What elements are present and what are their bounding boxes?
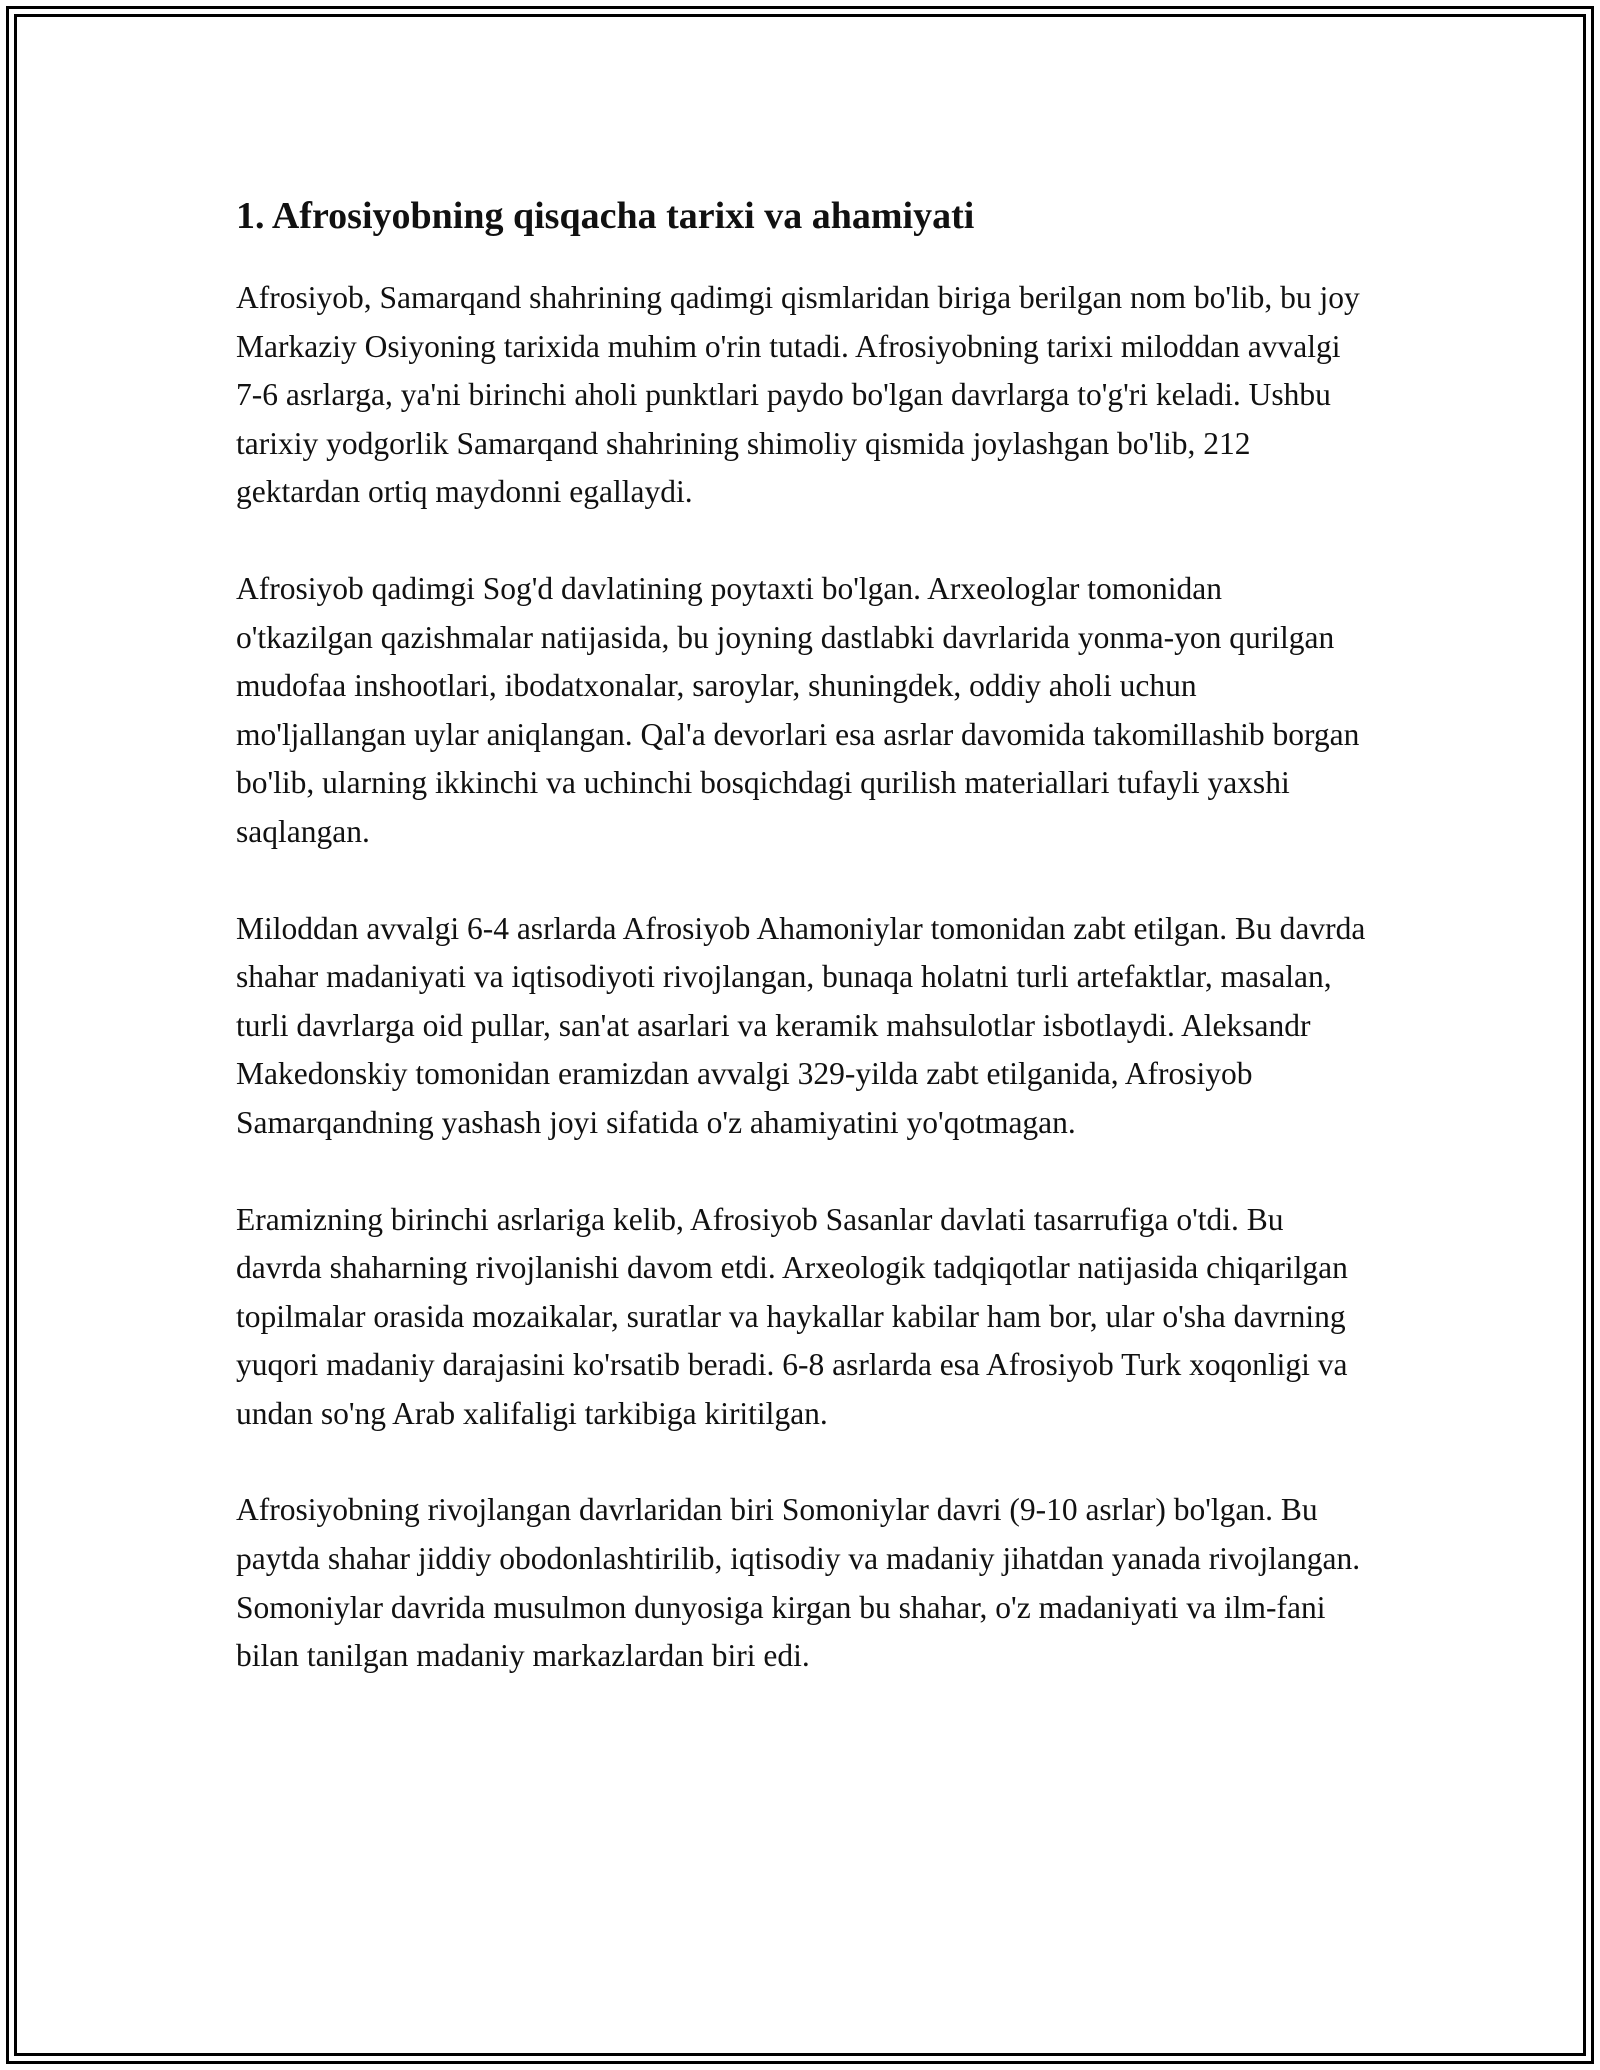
document-body bbox=[236, 180, 1366, 1729]
paragraph-5: Afrosiyobning rivojlangan davrlaridan biri Somoniylar davri (9-10 asrlar) bo'lgan. Bu paytda shahar jiddiy obodonlashtirilib, iqtisodiy va madaniy jihatdan yanada rivojlangan. Somoniylar davrida musulmon dunyosiga kirgan bu shahar, o'z madaniyati va ilm-fani bilan tanilgan madaniy markazlardan biri edi. bbox=[236, 1492, 1361, 1674]
section-heading: 1. Afrosiyobning qisqacha tarixi va ahamiyati bbox=[236, 195, 975, 237]
paragraph-2: Afrosiyob qadimgi Sog'd davlatining poytaxti bo'lgan. Arxeologlar tomonidan o'tkazilgan qazishmalar natijasida, bu joyning dastlabki davrlarida yonma-yon qurilgan mudofaa inshootlari, ibodatxonalar, saroylar, shuningdek, oddiy aholi uchun mo'ljallangan uylar aniqlangan. Qal'a devorlari esa asrlar davomida takomillashib borgan bo'lib, ularning ikkinchi va uchinchi bosqichdagi qurilish materiallari tufayli yaxshi saqlangan. bbox=[236, 570, 1360, 849]
paragraph-4: Eramizning birinchi asrlariga kelib, Afrosiyob Sasanlar davlati tasarrufiga o'tdi. Bu davrda shaharning rivojlanishi davom etdi. Arxeologik tadqiqotlar natijasida chiqarilgan topilmalar orasida mozaikalar, suratlar va haykallar kabilar ham bor, ular o'sha davrning yuqori madaniy darajasini ko'rsatib beradi. 6-8 asrlarda esa Afrosiyob Turk xoqonligi va undan so'ng Arab xalifaligi tarkibiga kiritilgan. bbox=[236, 1201, 1348, 1431]
paragraph-1: Afrosiyob, Samarqand shahrining qadimgi qismlaridan biriga berilgan nom bo'lib, bu joy Markaziy Osiyoning tarixida muhim o'rin tutadi. Afrosiyobning tarixi miloddan avvalgi 7-6 asrlarga, ya'ni birinchi aholi punktlari paydo bo'lgan davrlarga to'g'ri keladi. Ushbu tarixiy yodgorlik Samarqand shahrining shimoliy qismida joylashgan bo'lib, 212 gektardan ortiq maydonni egallaydi. bbox=[236, 280, 1360, 510]
paragraph-3: Miloddan avvalgi 6-4 asrlarda Afrosiyob Ahamoniylar tomonidan zabt etilgan. Bu davrda shahar madaniyati va iqtisodiyoti rivojlangan, bunaqa holatni turli artefaktlar, masalan, turli davrlarga oid pullar, san'at asarlari va keramik mahsulotlar isbotlaydi. Aleksandr Makedonskiy tomonidan eramizdan avvalgi 329-yilda zabt etilganida, Afrosiyob Samarqandning yashash joyi sifatida o'z ahamiyatini yo'qotmagan. bbox=[236, 910, 1366, 1140]
